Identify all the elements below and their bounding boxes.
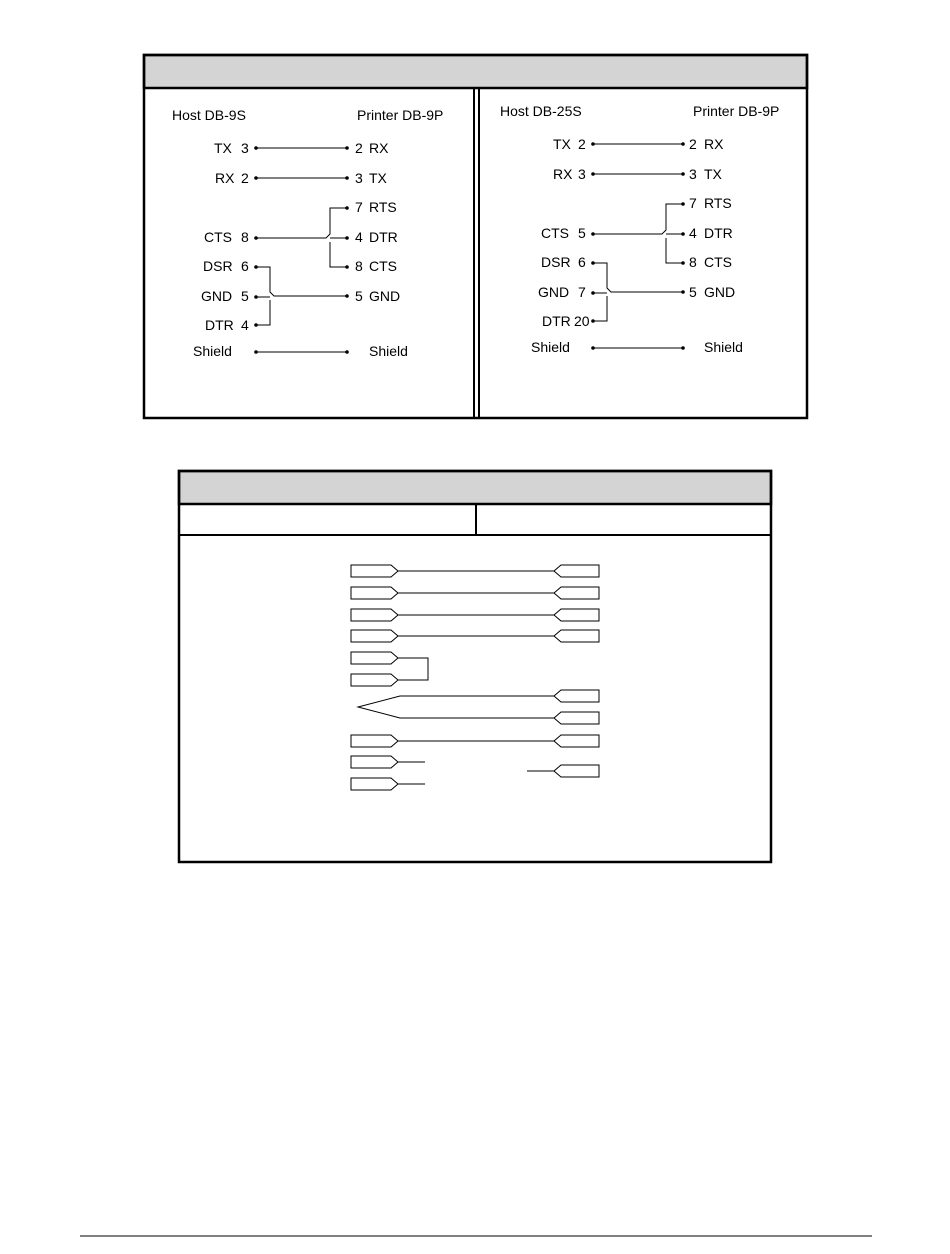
right-printer-pin-dtr-name: DTR — [704, 225, 733, 241]
right-printer-pin-cts-num: 8 — [689, 254, 697, 270]
right-host-title: Host DB-25S — [500, 103, 582, 119]
right-shield-printer-label: Shield — [704, 339, 743, 355]
connector-merged-pair — [358, 690, 599, 724]
connector-cable-panel — [179, 471, 771, 862]
connector-row-2 — [351, 587, 599, 599]
left-dot — [254, 265, 258, 269]
left-printer-pin-rx-name: RX — [369, 140, 389, 156]
left-host-pin-gnd-num: 5 — [241, 288, 249, 304]
right-printer-pin-tx-name: TX — [704, 166, 722, 182]
left-connector — [351, 778, 398, 790]
right-host-pin-rx-name: RX — [553, 166, 573, 182]
left-connector — [351, 756, 398, 768]
rs232-cable-panel — [144, 55, 807, 418]
right-host-pin-dsr-name: DSR — [541, 254, 571, 270]
left-host-pin-dtr-name: DTR — [205, 317, 234, 333]
left-dot — [345, 176, 349, 180]
right-shield-host-label: Shield — [531, 339, 570, 355]
left-printer-pin-dtr-num: 4 — [355, 229, 363, 245]
left-printer-pin-gnd-name: GND — [369, 288, 401, 304]
right-dot — [591, 172, 595, 176]
right-printer-pin-gnd-name: GND — [704, 284, 736, 300]
left-connector — [351, 587, 398, 599]
right-host-pin-gnd-num: 7 — [578, 284, 586, 300]
right-printer-pin-rts-num: 7 — [689, 195, 697, 211]
left-dot — [254, 295, 258, 299]
right-connector — [554, 587, 599, 599]
connector-row-1 — [351, 565, 599, 577]
left-shield-printer-label: Shield — [369, 343, 408, 359]
left-dot — [254, 323, 258, 327]
left-host-pin-rx-num: 2 — [241, 170, 249, 186]
left-connector — [351, 735, 398, 747]
right-dot — [591, 346, 595, 350]
loopback-wire — [398, 658, 428, 680]
right-connector — [554, 690, 599, 702]
left-printer-pin-tx-num: 3 — [355, 170, 363, 186]
left-printer-pin-rts-num: 7 — [355, 199, 363, 215]
right-dot — [681, 142, 685, 146]
left-host-pin-dsr-name: DSR — [203, 258, 233, 274]
left-dot — [254, 236, 258, 240]
right-dot — [681, 346, 685, 350]
left-printer-pin-cts-name: CTS — [369, 258, 397, 274]
right-host-pin-dtr-name: DTR — [542, 313, 571, 329]
connector-stub-row-1 — [351, 756, 599, 777]
right-host-pin-dtr-num: 20 — [574, 313, 590, 329]
right-dot — [681, 290, 685, 294]
left-dot — [254, 350, 258, 354]
right-connector — [554, 630, 599, 642]
left-host-pin-cts-num: 8 — [241, 229, 249, 245]
right-dot — [591, 142, 595, 146]
left-host-title: Host DB-9S — [172, 107, 246, 123]
right-printer-pin-rx-name: RX — [704, 136, 724, 152]
db25-to-db9-wiring — [500, 103, 779, 355]
left-printer-pin-tx-name: TX — [369, 170, 387, 186]
connector-row-5 — [351, 735, 599, 747]
left-wire-cts-bracket — [256, 208, 347, 267]
connector-row-4 — [351, 630, 599, 642]
right-dot — [681, 202, 685, 206]
right-dot — [681, 232, 685, 236]
panel1-header-bar — [144, 55, 807, 88]
right-wire-dsr-gnd-dtr — [593, 263, 683, 321]
left-printer-pin-rts-name: RTS — [369, 199, 397, 215]
right-printer-pin-rts-name: RTS — [704, 195, 732, 211]
left-dot — [345, 294, 349, 298]
left-host-pin-dtr-num: 4 — [241, 317, 249, 333]
left-wire-dsr-gnd-dtr — [256, 267, 347, 325]
left-connector — [351, 565, 398, 577]
left-dot — [345, 146, 349, 150]
left-printer-title: Printer DB-9P — [357, 107, 444, 123]
left-printer-pin-cts-num: 8 — [355, 258, 363, 274]
left-connector — [351, 674, 398, 686]
left-connector — [351, 630, 398, 642]
right-host-pin-cts-num: 5 — [578, 225, 586, 241]
right-host-pin-tx-num: 2 — [578, 136, 586, 152]
right-printer-pin-gnd-num: 5 — [689, 284, 697, 300]
left-dot — [254, 176, 258, 180]
right-host-pin-rx-num: 3 — [578, 166, 586, 182]
left-printer-pin-gnd-num: 5 — [355, 288, 363, 304]
right-dot — [681, 172, 685, 176]
right-connector — [554, 712, 599, 724]
right-dot — [681, 261, 685, 265]
connector-loopback-pair — [351, 652, 428, 686]
left-host-pin-rx-name: RX — [215, 170, 235, 186]
right-printer-pin-tx-num: 3 — [689, 166, 697, 182]
right-printer-pin-dtr-num: 4 — [689, 225, 697, 241]
right-dot — [591, 232, 595, 236]
right-printer-pin-rx-num: 2 — [689, 136, 697, 152]
left-dot — [254, 146, 258, 150]
left-host-pin-gnd-name: GND — [201, 288, 233, 304]
left-printer-pin-rx-num: 2 — [355, 140, 363, 156]
left-host-pin-cts-name: CTS — [204, 229, 232, 245]
right-printer-title: Printer DB-9P — [693, 103, 780, 119]
left-printer-pin-dtr-name: DTR — [369, 229, 398, 245]
right-printer-pin-cts-name: CTS — [704, 254, 732, 270]
left-dot — [345, 265, 349, 269]
right-dot — [591, 291, 595, 295]
right-wire-cts-bracket — [593, 204, 683, 263]
right-connector — [554, 765, 599, 777]
left-connector — [351, 652, 398, 664]
db9-to-db9-wiring — [172, 107, 443, 359]
merge-funnel — [358, 696, 554, 718]
right-dot — [591, 319, 595, 323]
right-connector — [554, 609, 599, 621]
panel2-header-bar — [179, 471, 771, 504]
right-host-pin-cts-name: CTS — [541, 225, 569, 241]
left-dot — [345, 350, 349, 354]
right-host-pin-gnd-name: GND — [538, 284, 570, 300]
right-connector — [554, 565, 599, 577]
right-host-pin-tx-name: TX — [553, 136, 571, 152]
left-dot — [345, 236, 349, 240]
right-connector — [554, 735, 599, 747]
left-host-pin-dsr-num: 6 — [241, 258, 249, 274]
left-dot — [345, 206, 349, 210]
left-host-pin-tx-num: 3 — [241, 140, 249, 156]
connector-stub-row-2 — [351, 778, 425, 790]
right-host-pin-dsr-num: 6 — [578, 254, 586, 270]
left-connector — [351, 609, 398, 621]
left-host-pin-tx-name: TX — [214, 140, 232, 156]
right-dot — [591, 261, 595, 265]
left-shield-host-label: Shield — [193, 343, 232, 359]
connector-row-3 — [351, 609, 599, 621]
